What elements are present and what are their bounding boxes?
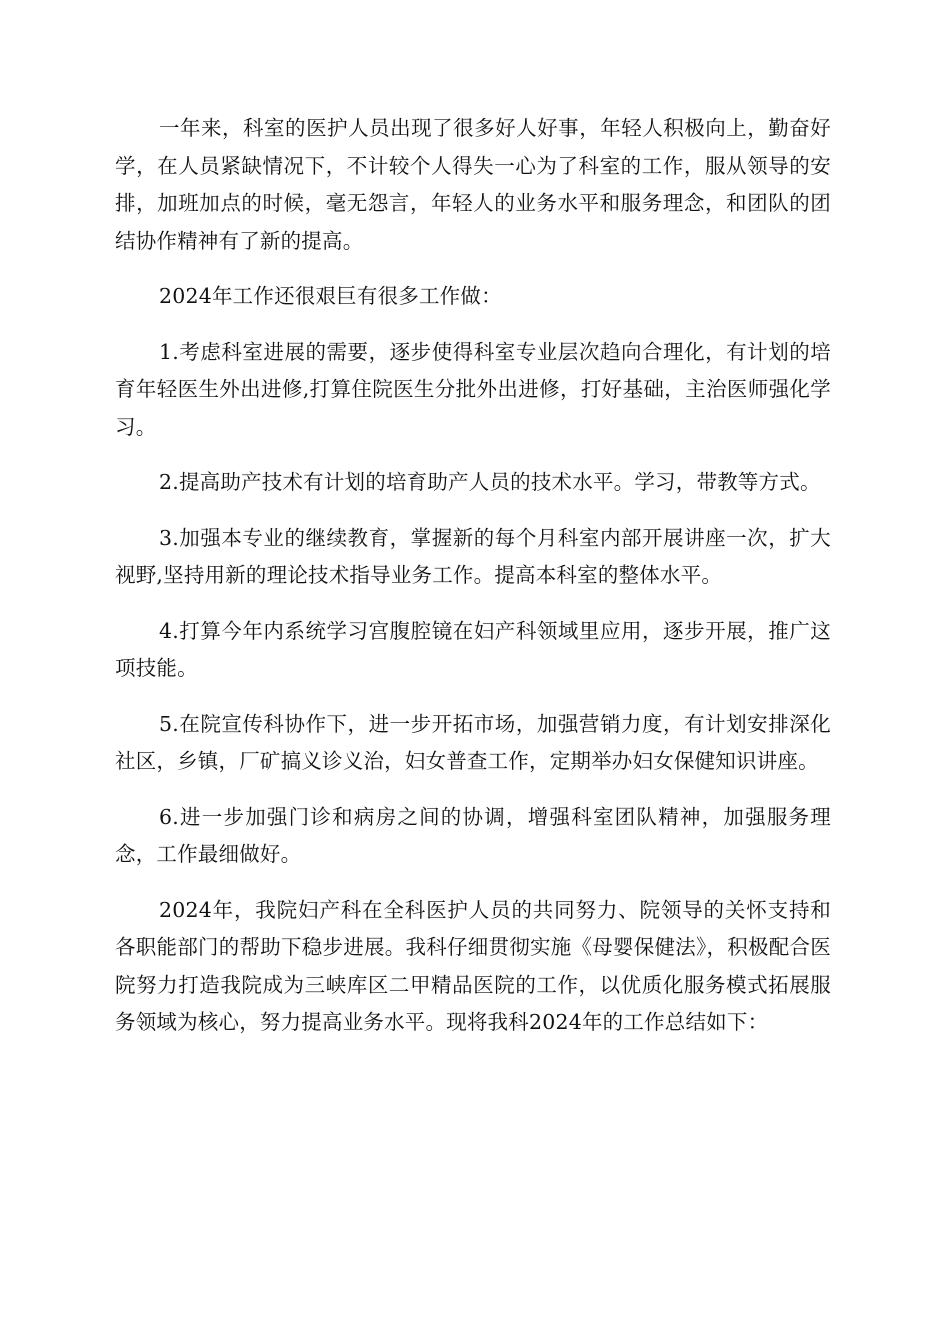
document-page <box>115 110 831 1042</box>
paragraph-summary-staff: 一年来，科室的医护人员出现了很多好人好事，年轻人积极向上，勤奋好学，在人员紧缺情况下，不计较个人得失一心为了科室的工作，服从领导的安排，加班加点的时候，毫无怨言，年轻人的业务水平和服务理念，和团队的团结协作精神有了新的提高。 <box>115 116 831 253</box>
paragraph-annual-summary-intro: 2024年，我院妇产科在全科医护人员的共同努力、院领导的关怀支持和各职能部门的帮助下稳步进展。我科仔细贯彻实施《母婴保健法》，积极配合医院努力打造我院成为三峡库区二甲精品医院的工作，以优质化服务模式拓展服务领域为核心，努力提高业务水平。现将我科2024年的工作总结如下： <box>115 897 831 1034</box>
paragraph-item-2: 2.提高助产技术有计划的培育助产人员的技术水平。学习，带教等方式。 <box>159 470 821 494</box>
paragraph-item-4: 4.打算今年内系统学习宫腹腔镜在妇产科领域里应用，逐步开展，推广这项技能。 <box>115 618 831 680</box>
paragraph-item-6: 6.进一步加强门诊和病房之间的协调，增强科室团队精神，加强服务理念，工作最细做好。 <box>115 804 831 866</box>
paragraph-item-3: 3.加强本专业的继续教育，掌握新的每个月科室内部开展讲座一次，扩大视野,坚持用新的理论技术指导业务工作。提高本科室的整体水平。 <box>115 525 831 587</box>
paragraph-work-heading: 2024年工作还很艰巨有很多工作做： <box>159 284 502 308</box>
paragraph-item-5: 5.在院宣传科协作下，进一步开拓市场，加强营销力度，有计划安排深化社区，乡镇，厂矿搞义诊义治，妇女普查工作，定期举办妇女保健知识讲座。 <box>115 711 831 773</box>
paragraph-item-1: 1.考虑科室进展的需要，逐步使得科室专业层次趋向合理化，有计划的培育年轻医生外出进修,打算住院医生分批外出进修，打好基础，主治医师强化学习。 <box>115 339 831 439</box>
